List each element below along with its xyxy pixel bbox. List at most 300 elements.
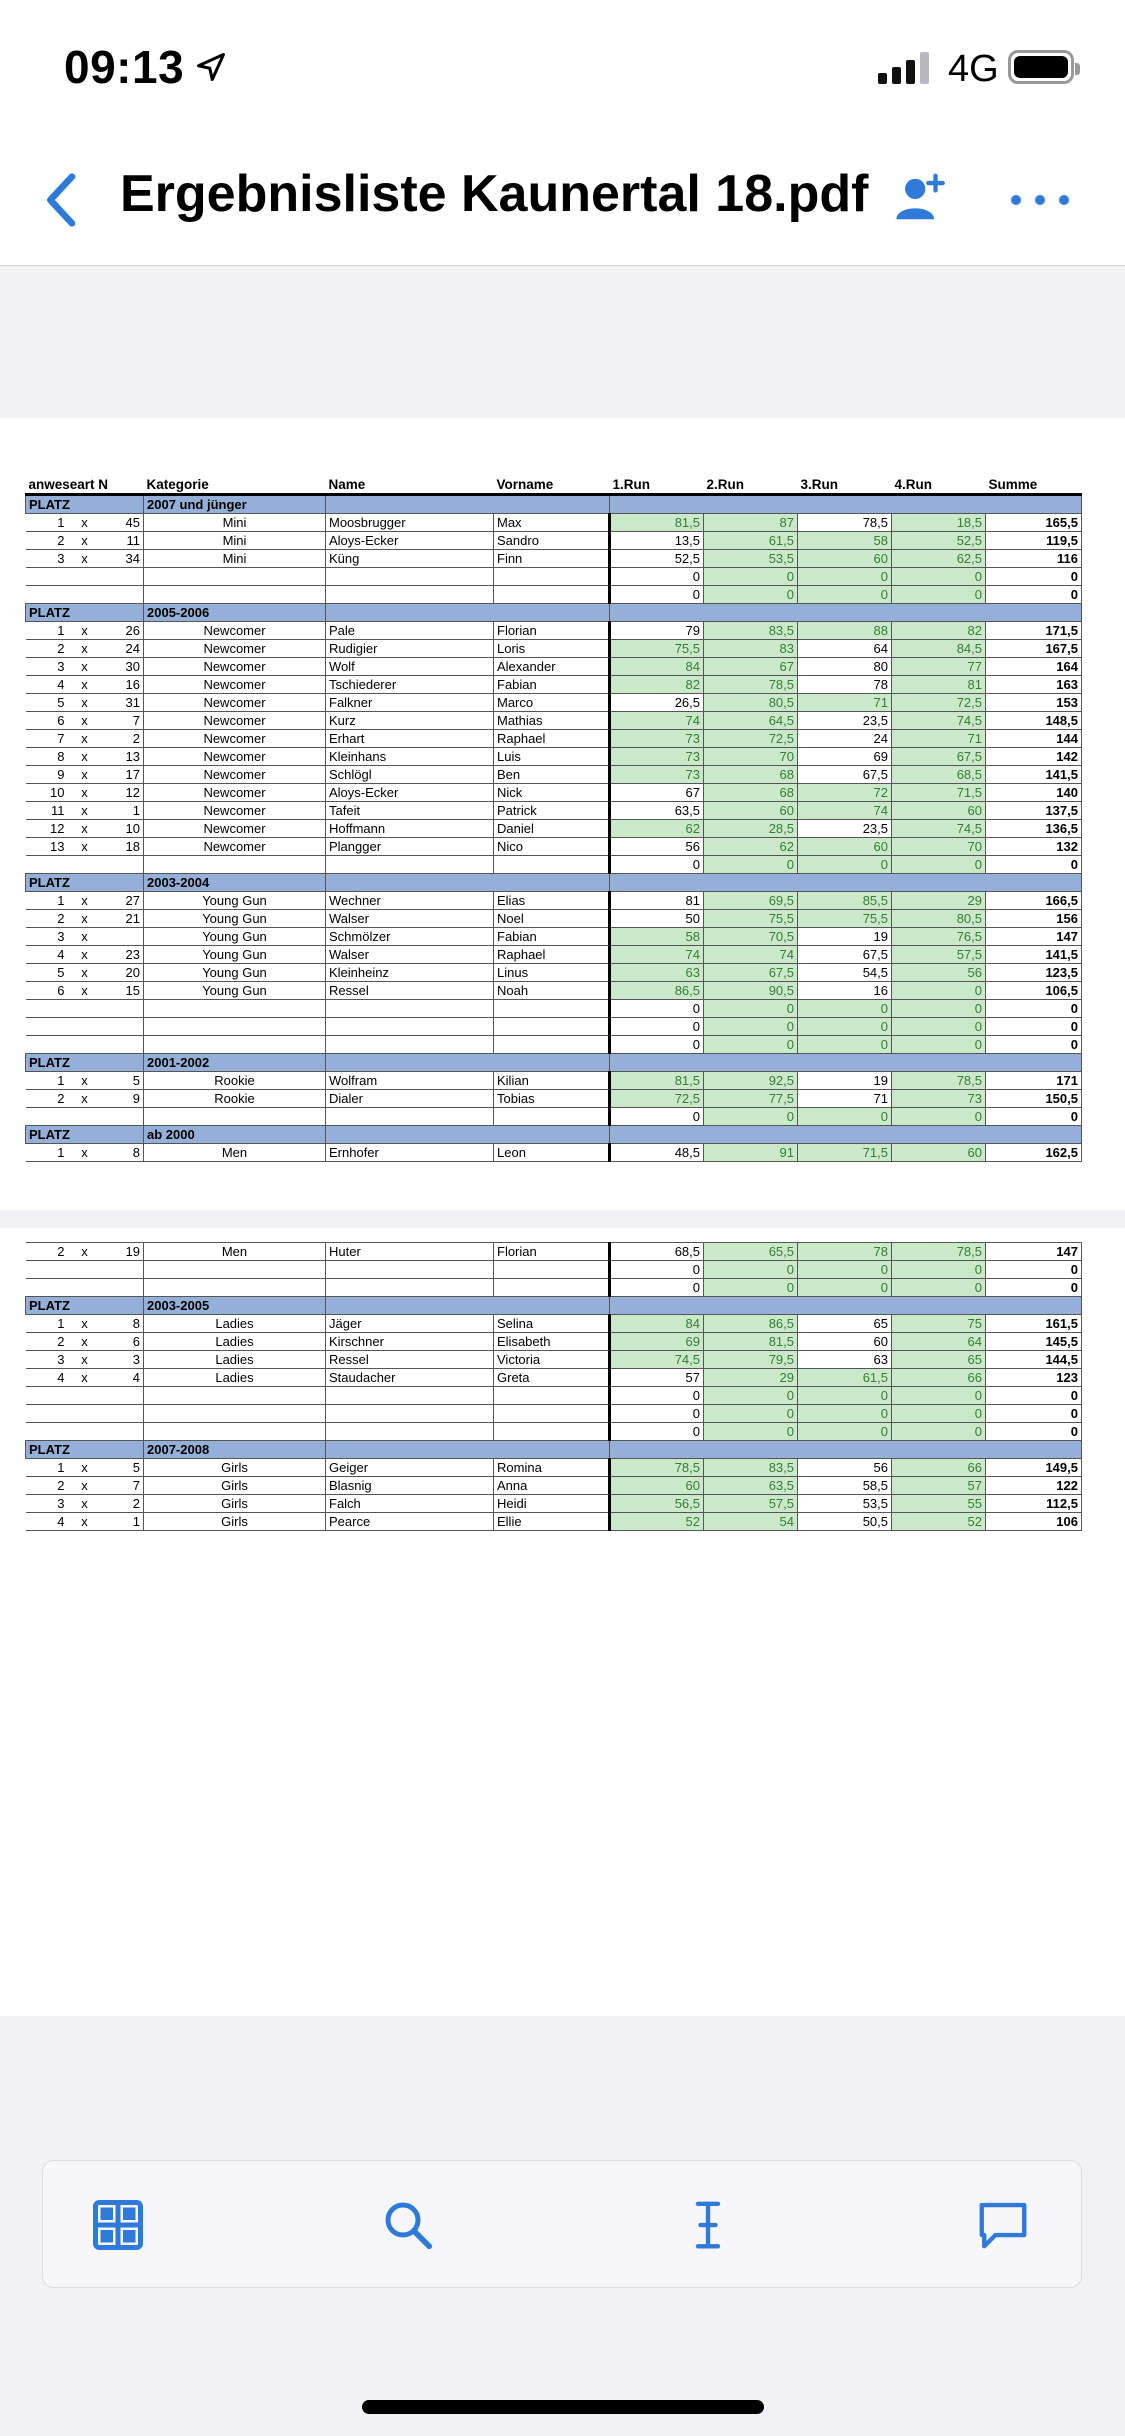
table-row (26, 946, 1082, 964)
run-4-cell: 52 (892, 1513, 986, 1531)
run-3-cell: 75,5 (798, 910, 892, 928)
run-3-cell: 0 (798, 586, 892, 604)
document-title: Ergebnisliste Kaunertal 18.pdf (120, 165, 869, 223)
category-cell: Newcomer (144, 748, 326, 766)
start-number-cell (102, 1261, 144, 1279)
run-1-cell: 0 (610, 1279, 704, 1297)
run-3-cell: 67,5 (798, 766, 892, 784)
table-row (26, 1315, 1082, 1333)
run-2-cell: 29 (704, 1369, 798, 1387)
run-3-cell: 60 (798, 1333, 892, 1351)
start-number-cell: 20 (102, 964, 144, 982)
start-number-cell (102, 1000, 144, 1018)
run-1-cell: 0 (610, 1036, 704, 1054)
place-cell (26, 568, 68, 586)
run-3-cell: 60 (798, 550, 892, 568)
run-4-cell: 66 (892, 1369, 986, 1387)
run-3-cell: 60 (798, 838, 892, 856)
category-cell: Newcomer (144, 712, 326, 730)
run-2-cell: 62 (704, 838, 798, 856)
sum-cell: 122 (986, 1477, 1082, 1495)
present-cell: x (68, 640, 102, 658)
run-3-cell: 0 (798, 1108, 892, 1126)
category-cell: Newcomer (144, 730, 326, 748)
sum-cell: 162,5 (986, 1144, 1082, 1162)
name-cell: Falkner (326, 694, 494, 712)
table-row (26, 694, 1082, 712)
table-row (26, 1333, 1082, 1351)
run-3-cell: 64 (798, 640, 892, 658)
name-cell (326, 1108, 494, 1126)
run-4-cell: 18,5 (892, 514, 986, 532)
table-row (26, 766, 1082, 784)
run-4-cell: 66 (892, 1459, 986, 1477)
table-row (26, 802, 1082, 820)
start-number-cell (102, 1279, 144, 1297)
run-1-cell: 0 (610, 1387, 704, 1405)
run-3-cell: 53,5 (798, 1495, 892, 1513)
table-row (26, 892, 1082, 910)
run-1-cell: 69 (610, 1333, 704, 1351)
run-1-cell: 81,5 (610, 514, 704, 532)
section-title: ab 2000 (144, 1126, 326, 1144)
sum-cell: 161,5 (986, 1315, 1082, 1333)
category-cell: Newcomer (144, 766, 326, 784)
text-cursor-icon[interactable] (683, 2199, 733, 2251)
start-number-cell: 30 (102, 658, 144, 676)
start-number-cell: 2 (102, 1495, 144, 1513)
column-header: anweseart N (26, 476, 144, 495)
table-row (26, 964, 1082, 982)
start-number-cell: 3 (102, 1351, 144, 1369)
run-3-cell: 58 (798, 532, 892, 550)
present-cell: x (68, 1072, 102, 1090)
sum-cell: 141,5 (986, 946, 1082, 964)
present-cell: x (68, 676, 102, 694)
present-cell (68, 1387, 102, 1405)
first-name-cell: Ellie (494, 1513, 610, 1531)
run-4-cell: 0 (892, 1405, 986, 1423)
search-icon[interactable] (383, 2199, 433, 2251)
sum-cell: 147 (986, 928, 1082, 946)
table-row (26, 640, 1082, 658)
first-name-cell: Raphael (494, 946, 610, 964)
comment-icon[interactable] (978, 2199, 1028, 2251)
start-number-cell (102, 1036, 144, 1054)
signal-icon (878, 52, 938, 84)
present-cell: x (68, 1090, 102, 1108)
first-name-cell (494, 1261, 610, 1279)
start-number-cell: 17 (102, 766, 144, 784)
run-1-cell: 48,5 (610, 1144, 704, 1162)
present-cell: x (68, 532, 102, 550)
place-cell: 1 (26, 514, 68, 532)
run-4-cell: 0 (892, 1387, 986, 1405)
thumbnails-icon[interactable] (93, 2199, 143, 2251)
name-cell (326, 1405, 494, 1423)
run-1-cell: 67 (610, 784, 704, 802)
first-name-cell: Raphael (494, 730, 610, 748)
category-cell (144, 1405, 326, 1423)
start-number-cell: 6 (102, 1333, 144, 1351)
run-3-cell: 63 (798, 1351, 892, 1369)
run-3-cell: 71 (798, 1090, 892, 1108)
sum-cell: 149,5 (986, 1459, 1082, 1477)
sum-cell: 0 (986, 1261, 1082, 1279)
section-title: 2005-2006 (144, 604, 326, 622)
first-name-cell: Elias (494, 892, 610, 910)
start-number-cell: 19 (102, 1243, 144, 1261)
present-cell (68, 568, 102, 586)
start-number-cell: 9 (102, 1090, 144, 1108)
run-3-cell: 19 (798, 928, 892, 946)
present-cell: x (68, 550, 102, 568)
place-cell: 5 (26, 694, 68, 712)
category-cell (144, 1108, 326, 1126)
run-3-cell: 0 (798, 1423, 892, 1441)
first-name-cell (494, 1405, 610, 1423)
start-number-cell: 21 (102, 910, 144, 928)
present-cell: x (68, 1369, 102, 1387)
start-number-cell: 2 (102, 730, 144, 748)
run-2-cell: 77,5 (704, 1090, 798, 1108)
sum-cell: 163 (986, 676, 1082, 694)
run-1-cell: 81,5 (610, 1072, 704, 1090)
run-4-cell: 76,5 (892, 928, 986, 946)
place-cell: 11 (26, 802, 68, 820)
category-cell: Newcomer (144, 658, 326, 676)
name-cell (326, 1423, 494, 1441)
name-cell: Pale (326, 622, 494, 640)
run-4-cell: 55 (892, 1495, 986, 1513)
place-cell: 1 (26, 622, 68, 640)
place-cell: 3 (26, 658, 68, 676)
run-2-cell: 28,5 (704, 820, 798, 838)
run-1-cell: 62 (610, 820, 704, 838)
status-time: 09:13 (64, 41, 185, 93)
table-row (26, 1351, 1082, 1369)
name-cell (326, 1387, 494, 1405)
table-row (26, 586, 1082, 604)
run-1-cell: 58 (610, 928, 704, 946)
table-row (26, 748, 1082, 766)
place-cell: 4 (26, 676, 68, 694)
name-cell: Schmölzer (326, 928, 494, 946)
table-row (26, 856, 1082, 874)
name-cell: Aloys-Ecker (326, 784, 494, 802)
category-cell: Young Gun (144, 892, 326, 910)
run-2-cell: 70,5 (704, 928, 798, 946)
present-cell (68, 1405, 102, 1423)
name-cell: Kirschner (326, 1333, 494, 1351)
first-name-cell: Noah (494, 982, 610, 1000)
sum-cell: 165,5 (986, 514, 1082, 532)
sum-cell: 164 (986, 658, 1082, 676)
place-cell (26, 586, 68, 604)
battery-icon (1008, 50, 1074, 84)
table-row (26, 730, 1082, 748)
section-title: 2007-2008 (144, 1441, 326, 1459)
first-name-cell: Mathias (494, 712, 610, 730)
table-row (26, 622, 1082, 640)
run-2-cell: 78,5 (704, 676, 798, 694)
start-number-cell: 15 (102, 982, 144, 1000)
run-3-cell: 67,5 (798, 946, 892, 964)
table-row (26, 1036, 1082, 1054)
run-2-cell: 83,5 (704, 622, 798, 640)
place-cell (26, 1405, 68, 1423)
sum-cell: 0 (986, 1387, 1082, 1405)
place-cell: 1 (26, 1315, 68, 1333)
name-cell: Kurz (326, 712, 494, 730)
place-cell: 2 (26, 1090, 68, 1108)
run-2-cell: 54 (704, 1513, 798, 1531)
category-cell: Newcomer (144, 838, 326, 856)
table-row (26, 568, 1082, 586)
name-cell: Hoffmann (326, 820, 494, 838)
column-header: Vorname (494, 476, 610, 495)
first-name-cell: Noel (494, 910, 610, 928)
name-cell: Falch (326, 1495, 494, 1513)
present-cell: x (68, 892, 102, 910)
bottom-toolbar (42, 2160, 1082, 2288)
column-header: Kategorie (144, 476, 326, 495)
run-4-cell: 74,5 (892, 820, 986, 838)
table-row (26, 676, 1082, 694)
category-cell: Newcomer (144, 784, 326, 802)
run-2-cell: 57,5 (704, 1495, 798, 1513)
name-cell: Aloys-Ecker (326, 532, 494, 550)
present-cell: x (68, 982, 102, 1000)
run-4-cell: 57,5 (892, 946, 986, 964)
column-header: 1.Run (610, 476, 704, 495)
chevron-left-icon[interactable] (40, 170, 84, 230)
table-row (26, 1018, 1082, 1036)
sum-cell: 156 (986, 910, 1082, 928)
present-cell: x (68, 784, 102, 802)
name-cell: Schlögl (326, 766, 494, 784)
run-4-cell: 0 (892, 982, 986, 1000)
category-cell: Newcomer (144, 640, 326, 658)
run-2-cell: 0 (704, 1036, 798, 1054)
sum-cell: 119,5 (986, 532, 1082, 550)
first-name-cell: Tobias (494, 1090, 610, 1108)
start-number-cell: 31 (102, 694, 144, 712)
run-3-cell: 0 (798, 1261, 892, 1279)
name-cell: Rudigier (326, 640, 494, 658)
present-cell: x (68, 694, 102, 712)
run-2-cell: 65,5 (704, 1243, 798, 1261)
sum-cell: 0 (986, 1108, 1082, 1126)
place-cell (26, 1000, 68, 1018)
first-name-cell (494, 1108, 610, 1126)
first-name-cell: Florian (494, 622, 610, 640)
present-cell: x (68, 1333, 102, 1351)
run-1-cell: 57 (610, 1369, 704, 1387)
name-cell: Tafeit (326, 802, 494, 820)
category-cell: Young Gun (144, 946, 326, 964)
run-1-cell: 50 (610, 910, 704, 928)
run-3-cell: 54,5 (798, 964, 892, 982)
name-cell: Blasnig (326, 1477, 494, 1495)
run-2-cell: 74 (704, 946, 798, 964)
category-cell: Ladies (144, 1333, 326, 1351)
first-name-cell (494, 1279, 610, 1297)
name-cell (326, 1018, 494, 1036)
name-cell: Moosbrugger (326, 514, 494, 532)
first-name-cell: Marco (494, 694, 610, 712)
name-cell (326, 1036, 494, 1054)
start-number-cell (102, 1423, 144, 1441)
run-4-cell: 71,5 (892, 784, 986, 802)
run-4-cell: 78,5 (892, 1243, 986, 1261)
run-1-cell: 56 (610, 838, 704, 856)
sum-cell: 0 (986, 568, 1082, 586)
first-name-cell: Daniel (494, 820, 610, 838)
category-cell: Girls (144, 1513, 326, 1531)
name-cell (326, 586, 494, 604)
pdf-page-1[interactable] (0, 418, 1125, 1210)
run-1-cell: 82 (610, 676, 704, 694)
run-1-cell: 26,5 (610, 694, 704, 712)
name-cell (326, 568, 494, 586)
first-name-cell: Heidi (494, 1495, 610, 1513)
start-number-cell (102, 1108, 144, 1126)
category-cell: Ladies (144, 1351, 326, 1369)
table-row (26, 550, 1082, 568)
run-2-cell: 81,5 (704, 1333, 798, 1351)
run-1-cell: 81 (610, 892, 704, 910)
run-4-cell: 0 (892, 1423, 986, 1441)
present-cell (68, 1108, 102, 1126)
run-3-cell: 0 (798, 856, 892, 874)
place-cell: 2 (26, 532, 68, 550)
first-name-cell: Luis (494, 748, 610, 766)
present-cell (68, 1261, 102, 1279)
start-number-cell: 1 (102, 1513, 144, 1531)
category-cell: Mini (144, 532, 326, 550)
run-2-cell: 0 (704, 1018, 798, 1036)
status-bar (0, 0, 1125, 140)
run-3-cell: 23,5 (798, 712, 892, 730)
category-cell: Young Gun (144, 964, 326, 982)
sum-cell: 0 (986, 1279, 1082, 1297)
sum-cell: 0 (986, 856, 1082, 874)
run-1-cell: 0 (610, 1000, 704, 1018)
run-2-cell: 0 (704, 1261, 798, 1279)
sum-cell: 0 (986, 1405, 1082, 1423)
sum-cell: 106 (986, 1513, 1082, 1531)
run-4-cell: 84,5 (892, 640, 986, 658)
first-name-cell: Linus (494, 964, 610, 982)
run-4-cell: 29 (892, 892, 986, 910)
run-2-cell: 0 (704, 1279, 798, 1297)
run-3-cell: 0 (798, 1405, 892, 1423)
run-4-cell: 0 (892, 1018, 986, 1036)
place-cell (26, 1108, 68, 1126)
name-cell: Dialer (326, 1090, 494, 1108)
place-cell: 9 (26, 766, 68, 784)
place-cell: 13 (26, 838, 68, 856)
sum-cell: 166,5 (986, 892, 1082, 910)
sum-cell: 144 (986, 730, 1082, 748)
run-2-cell: 0 (704, 856, 798, 874)
first-name-cell: Nico (494, 838, 610, 856)
table-row (26, 1000, 1082, 1018)
run-4-cell: 72,5 (892, 694, 986, 712)
place-cell: 3 (26, 928, 68, 946)
run-3-cell: 0 (798, 568, 892, 586)
run-1-cell: 0 (610, 1018, 704, 1036)
start-number-cell: 23 (102, 946, 144, 964)
network-type: 4G (948, 48, 999, 90)
category-cell: Young Gun (144, 910, 326, 928)
column-header: 4.Run (892, 476, 986, 495)
start-number-cell: 34 (102, 550, 144, 568)
run-3-cell: 19 (798, 1072, 892, 1090)
name-cell: Huter (326, 1243, 494, 1261)
place-cell (26, 1279, 68, 1297)
run-3-cell: 74 (798, 802, 892, 820)
run-3-cell: 0 (798, 1018, 892, 1036)
pdf-page-2[interactable] (0, 1228, 1125, 2016)
run-4-cell: 68,5 (892, 766, 986, 784)
run-1-cell: 68,5 (610, 1243, 704, 1261)
table-row (26, 532, 1082, 550)
run-3-cell: 0 (798, 1000, 892, 1018)
present-cell: x (68, 1495, 102, 1513)
run-3-cell: 78 (798, 676, 892, 694)
sum-cell: 144,5 (986, 1351, 1082, 1369)
sum-cell: 145,5 (986, 1333, 1082, 1351)
first-name-cell: Anna (494, 1477, 610, 1495)
sum-cell: 147 (986, 1243, 1082, 1261)
start-number-cell: 4 (102, 1369, 144, 1387)
start-number-cell: 7 (102, 1477, 144, 1495)
category-cell (144, 1423, 326, 1441)
first-name-cell (494, 1000, 610, 1018)
category-cell (144, 1387, 326, 1405)
run-1-cell: 0 (610, 1405, 704, 1423)
table-row (26, 820, 1082, 838)
table-header-row (26, 476, 1082, 495)
run-2-cell: 83,5 (704, 1459, 798, 1477)
run-4-cell: 0 (892, 586, 986, 604)
name-cell: Pearce (326, 1513, 494, 1531)
present-cell: x (68, 730, 102, 748)
place-cell: 8 (26, 748, 68, 766)
first-name-cell: Ben (494, 766, 610, 784)
run-4-cell: 67,5 (892, 748, 986, 766)
table-row (26, 1369, 1082, 1387)
run-3-cell: 85,5 (798, 892, 892, 910)
sum-cell: 153 (986, 694, 1082, 712)
ellipsis-icon[interactable] (1008, 190, 1072, 210)
section-title: 2001-2002 (144, 1054, 326, 1072)
platz-label: PLATZ (26, 495, 144, 514)
run-3-cell: 80 (798, 658, 892, 676)
first-name-cell: Max (494, 514, 610, 532)
category-cell: Newcomer (144, 622, 326, 640)
table-row (26, 1261, 1082, 1279)
start-number-cell: 27 (102, 892, 144, 910)
run-2-cell: 61,5 (704, 532, 798, 550)
table-row (26, 1405, 1082, 1423)
first-name-cell: Sandro (494, 532, 610, 550)
person-add-icon[interactable] (892, 170, 950, 228)
first-name-cell: Fabian (494, 928, 610, 946)
run-3-cell: 78,5 (798, 514, 892, 532)
